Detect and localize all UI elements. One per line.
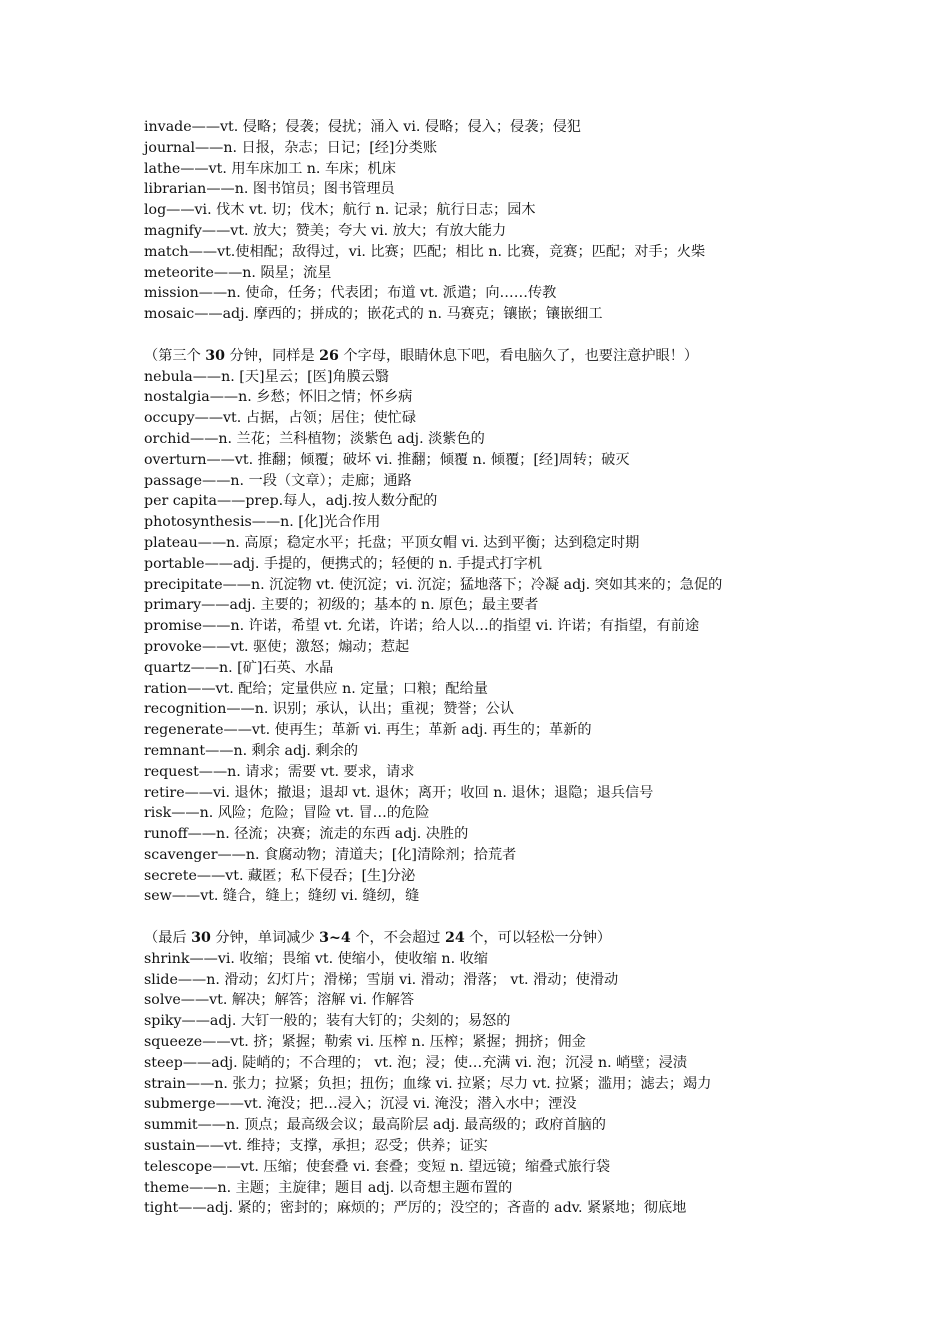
word-entry: regenerate——vt. 使再生；革新 vi. 再生；革新 adj. 再生的；革新的: [144, 722, 592, 739]
word-entry: remnant——n. 剩余 adj. 剩余的: [144, 742, 359, 759]
word-entry: overturn——vt. 推翻；倾覆；破坏 vi. 推翻；倾覆 n. 倾覆；[经]周转；破灭: [144, 451, 630, 468]
word-entry: portable——adj. 手提的，便携式的；轻便的 n. 手提式打字机: [144, 555, 542, 572]
note-number: 24: [444, 930, 465, 947]
word-entry: squeeze——vt. 挤；紧握；勒索 vi. 压榨 n. 压榨；紧握；拥挤；佣金: [144, 1034, 586, 1051]
word-entry: solve——vt. 解决；解答；溶解 vi. 作解答: [144, 992, 415, 1009]
word-entry: librarian——n. 图书馆员；图书管理员: [144, 181, 395, 198]
note-number: 30: [205, 347, 226, 364]
word-entry: occupy——vt. 占据，占领；居住；使忙碌: [144, 410, 417, 427]
word-entry: plateau——n. 高原；稳定水平；托盘；平顶女帽 vi. 达到平衡；达到稳定时期: [144, 534, 640, 551]
word-entry: nebula——n. [天]星云；[医]角膜云翳: [144, 368, 390, 385]
vocabulary-list: [144, 117, 924, 1219]
word-entry: retire——vi. 退休；撤退；退却 vt. 退休；离开；收回 n. 退休；退隐；退兵信号: [144, 784, 654, 801]
word-entry: shrink——vi. 收缩；畏缩 vt. 使缩小，使收缩 n. 收缩: [144, 950, 488, 967]
word-entry: meteorite——n. 陨星；流星: [144, 264, 332, 281]
word-list-section-3: [144, 949, 924, 1219]
note-text: 分钟，同样是: [225, 347, 320, 364]
note-text: （最后: [144, 930, 192, 947]
word-entry: scavenger——n. 食腐动物；清道夫；[化]清除剂；拾荒者: [144, 846, 517, 863]
word-entry: passage——n. 一段（文章）；走廊；通路: [144, 472, 412, 489]
word-entry: recognition——n. 识别；承认，认出；重视；赞誉；公认: [144, 701, 515, 718]
word-entry: theme——n. 主题；主旋律；题目 adj. 以奇想主题布置的: [144, 1179, 513, 1196]
word-entry: nostalgia——n. 乡愁；怀旧之情；怀乡病: [144, 389, 413, 406]
word-entry: journal——n. 日报，杂志；日记；[经]分类账: [144, 139, 438, 156]
word-entry: magnify——vt. 放大；赞美；夸大 vi. 放大；有放大能力: [144, 222, 507, 239]
note-text: 个，可以轻松一分钟）: [464, 930, 612, 947]
word-entry: orchid——n. 兰花；兰科植物；淡紫色 adj. 淡紫色的: [144, 430, 485, 447]
word-entry: ration——vt. 配给；定量供应 n. 定量；口粮；配给量: [144, 680, 488, 697]
word-entry: tight——adj. 紧的；密封的；麻烦的；严厉的；没空的；吝啬的 adv. 紧紧地；彻底地: [144, 1200, 687, 1217]
word-entry: telescope——vt. 压缩；使套叠 vi. 套叠；变短 n. 望远镜；缩叠式旅行袋: [144, 1158, 611, 1175]
word-entry: runoff——n. 径流；决赛；流走的东西 adj. 决胜的: [144, 826, 469, 843]
word-entry: request——n. 请求；需要 vt. 要求，请求: [144, 763, 415, 780]
word-entry: mosaic——adj. 摩西的；拼成的；嵌花式的 n. 马赛克；镶嵌；镶嵌细工: [144, 306, 603, 323]
note-text: 个字母，眼睛休息下吧，看电脑久了，也要注意护眼！）: [338, 347, 699, 364]
word-entry: log——vi. 伐木 vt. 切；伐木；航行 n. 记录；航行日志；园木: [144, 202, 536, 219]
word-entry: invade——vt. 侵略；侵袭；侵扰；涌入 vi. 侵略；侵入；侵袭；侵犯: [144, 119, 581, 135]
word-entry: photosynthesis——n. [化]光合作用: [144, 514, 381, 531]
word-entry: sew——vt. 缝合，缝上；缝纫 vi. 缝纫，缝: [144, 888, 420, 905]
word-entry: quartz——n. [矿]石英、水晶: [144, 659, 334, 676]
word-entry: per capita——prep.每人，adj.按人数分配的: [144, 493, 438, 510]
word-entry: match——vt.使相配；敌得过，vi. 比赛；匹配；相比 n. 比赛，竞赛；匹配；对手；火柴: [144, 243, 706, 260]
word-entry: lathe——vt. 用车床加工 n. 车床；机床: [144, 160, 396, 177]
word-entry: summit——n. 顶点；最高级会议；最高阶层 adj. 最高级的；政府首脑的: [144, 1117, 606, 1134]
blank-line: [144, 907, 924, 928]
word-entry: spiky——adj. 大钉一般的；装有大钉的；尖刻的；易怒的: [144, 1013, 511, 1030]
word-entry: strain——n. 张力；拉紧；负担；扭伤；血缘 vi. 拉紧；尽力 vt. 拉紧；滥用；滤去；竭力: [144, 1075, 712, 1092]
word-entry: promise——n. 许诺，希望 vt. 允诺，许诺；给人以…的指望 vi. 许诺；有指望，有前途: [144, 618, 700, 635]
note-text: （第三个: [144, 347, 206, 364]
section-note-third-30-minutes: [144, 346, 924, 367]
note-number: 30: [191, 930, 211, 947]
word-entry: secrete——vt. 藏匿；私下侵吞；[生]分泌: [144, 867, 416, 884]
word-entry: submerge——vt. 淹没；把…浸入；沉浸 vi. 淹没；潜入水中；湮没: [144, 1096, 577, 1113]
word-entry: slide——n. 滑动；幻灯片；滑梯；雪崩 vi. 滑动；滑落； vt. 滑动；使滑动: [144, 971, 619, 988]
section-note-last-30-minutes: [144, 928, 924, 949]
blank-line: [144, 325, 924, 346]
word-entry: provoke——vt. 驱使；激怒；煽动；惹起: [144, 638, 410, 655]
word-list-section-1: [144, 117, 924, 325]
note-number: 3~4: [319, 930, 351, 947]
note-number: 26: [319, 347, 339, 364]
word-entry: mission——n. 使命，任务；代表团；布道 vt. 派遣；向……传教: [144, 285, 557, 302]
word-entry: primary——adj. 主要的；初级的；基本的 n. 原色；最主要者: [144, 597, 539, 614]
note-text: 分钟，单词减少: [210, 930, 320, 947]
word-entry: steep——adj. 陡峭的；不合理的； vt. 泡；浸；使…充满 vi. 泡；沉浸 n. 峭壁；浸渍: [144, 1054, 688, 1071]
word-list-section-2: [144, 367, 924, 908]
word-entry: sustain——vt. 维持；支撑，承担；忍受；供养；证实: [144, 1138, 488, 1155]
word-entry: risk——n. 风险；危险；冒险 vt. 冒…的危险: [144, 805, 430, 822]
note-text: 个，不会超过: [350, 930, 445, 947]
word-entry: precipitate——n. 沉淀物 vt. 使沉淀；vi. 沉淀；猛地落下；冷凝 adj. 突如其来的；急促的: [144, 576, 723, 593]
